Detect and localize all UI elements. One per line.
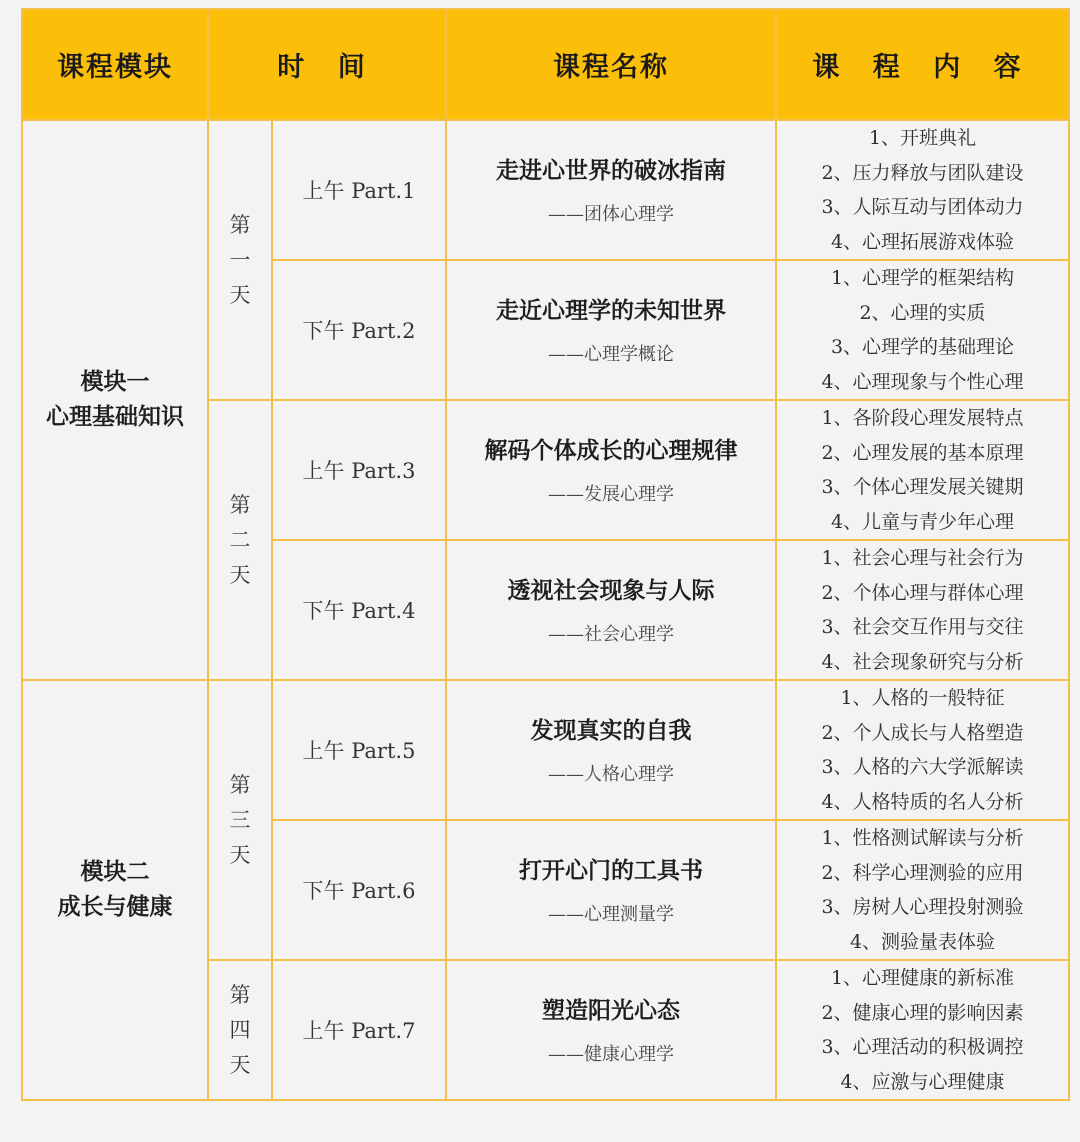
day-char: 三 [229,807,251,832]
course-subtitle: ——发展心理学 [548,484,674,505]
content-item: 3、房树人心理投射测验 [821,896,1024,918]
course-title: 塑造阳光心态 [542,998,680,1024]
content-item: 4、儿童与青少年心理 [830,510,1015,533]
content-item: 3、人格的六大学派解读 [821,756,1024,778]
session-time: 下午 Part.4 [272,540,446,680]
content-item: 4、人格特质的名人分析 [821,790,1024,813]
content-item: 2、压力释放与团队建设 [821,161,1024,184]
module-name: 模块一 [80,369,150,395]
day-cell [208,120,272,400]
course-subtitle: ——团体心理学 [548,204,674,225]
course-subtitle: ——社会心理学 [548,624,674,645]
course-name-cell [446,960,776,1100]
course-content-cell [776,120,1069,260]
content-item: 2、心理发展的基本原理 [821,441,1024,464]
day-cell [208,960,272,1100]
course-name-cell [446,120,776,260]
header-module: 课程模块 [22,9,208,120]
course-title: 透视社会现象与人际 [507,578,715,604]
day-char: 天 [229,1052,251,1077]
day-cell [208,680,272,960]
content-item: 3、个体心理发展关键期 [821,476,1024,498]
day-char: 四 [229,1017,251,1042]
content-item: 1、开班典礼 [868,127,977,149]
course-title: 发现真实的自我 [530,718,692,744]
content-item: 4、心理拓展游戏体验 [830,230,1015,253]
content-item: 2、个体心理与群体心理 [821,581,1024,604]
day-char: 第 [229,212,251,237]
day-cell [208,400,272,680]
module-cell [22,120,208,680]
module-cell [22,680,208,1100]
course-name-cell [446,260,776,400]
day-char: 第 [229,492,251,517]
course-content-cell [776,400,1069,540]
course-content-cell [776,960,1069,1100]
day-char: 二 [229,527,251,552]
content-item: 2、健康心理的影响因素 [821,1001,1024,1024]
content-item: 2、心理的实质 [859,301,986,324]
content-item: 4、应激与心理健康 [840,1070,1005,1093]
header-row [22,9,1069,120]
day-char: 天 [229,842,251,867]
table-row [22,680,1069,820]
course-content-cell [776,820,1069,960]
header-course-name: 课程名称 [446,9,776,120]
module-subtitle: 心理基础知识 [46,404,184,430]
course-subtitle: ——心理学概论 [548,344,674,365]
session-time: 下午 Part.6 [272,820,446,960]
day-char: 一 [229,247,251,272]
course-schedule-table [21,8,1070,1101]
course-content-cell [776,680,1069,820]
course-title: 解码个体成长的心理规律 [484,438,738,464]
content-item: 3、社会交互作用与交往 [821,616,1024,638]
session-time: 上午 Part.1 [272,120,446,260]
course-content-cell [776,540,1069,680]
course-title: 打开心门的工具书 [519,858,703,884]
header-time: 时 间 [208,9,446,120]
content-item: 3、心理学的基础理论 [830,336,1015,358]
table-row [22,120,1069,260]
day-char: 第 [229,982,251,1007]
content-item: 1、人格的一般特征 [840,687,1005,709]
course-title: 走进心世界的破冰指南 [496,158,726,184]
course-name-cell [446,680,776,820]
module-name: 模块二 [80,859,150,885]
content-item: 4、社会现象研究与分析 [821,650,1024,673]
day-char: 天 [229,282,251,307]
content-item: 4、心理现象与个性心理 [821,370,1024,393]
content-item: 3、人际互动与团体动力 [821,196,1024,218]
course-name-cell [446,820,776,960]
session-time: 上午 Part.3 [272,400,446,540]
course-name-cell [446,400,776,540]
content-item: 1、社会心理与社会行为 [821,547,1024,569]
content-item: 2、科学心理测验的应用 [821,861,1024,884]
header-course-content: 课 程 内 容 [776,9,1069,120]
course-subtitle: ——人格心理学 [548,764,674,785]
content-item: 1、心理健康的新标准 [830,967,1015,989]
day-char: 第 [229,772,251,797]
course-content-cell [776,260,1069,400]
content-item: 1、各阶段心理发展特点 [821,407,1024,429]
content-item: 1、性格测试解读与分析 [821,827,1024,849]
course-subtitle: ——心理测量学 [548,904,674,925]
content-item: 2、个人成长与人格塑造 [821,721,1024,744]
day-char: 天 [229,562,251,587]
content-item: 4、测验量表体验 [849,930,996,953]
module-subtitle: 成长与健康 [57,894,173,920]
session-time: 上午 Part.7 [272,960,446,1100]
content-item: 3、心理活动的积极调控 [821,1036,1024,1058]
session-time: 下午 Part.2 [272,260,446,400]
content-item: 1、心理学的框架结构 [830,267,1015,289]
course-subtitle: ——健康心理学 [548,1044,674,1065]
session-time: 上午 Part.5 [272,680,446,820]
course-title: 走近心理学的未知世界 [496,298,726,324]
course-name-cell [446,540,776,680]
